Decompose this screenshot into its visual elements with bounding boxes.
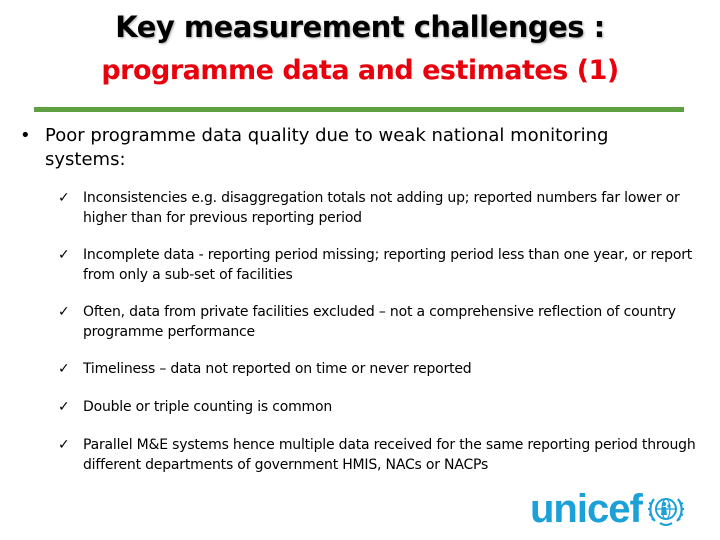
list-item	[58, 397, 708, 417]
checkmark-icon: ✓	[58, 361, 70, 377]
list-item-text: Incomplete data - reporting period missing; reporting period less than one year, or report from only a sub-set of facilities	[83, 247, 693, 283]
sub-bullet-list	[58, 188, 708, 475]
list-item-text: Often, data from private facilities excluded – not a comprehensive reflection of country programme performance	[83, 304, 676, 340]
title-divider	[34, 107, 684, 112]
list-item	[58, 359, 708, 379]
bullet-dot: •	[20, 125, 31, 146]
slide-title	[0, 6, 720, 92]
main-bullet-text: Poor programme data quality due to weak national monitoring systems:	[45, 125, 609, 170]
checkmark-icon: ✓	[58, 304, 70, 320]
unicef-logo	[530, 486, 720, 536]
checkmark-icon: ✓	[58, 190, 70, 206]
list-item-text: Double or triple counting is common	[83, 399, 333, 415]
list-item	[58, 245, 708, 285]
logo-wordmark: unicef	[530, 487, 642, 531]
main-bullet	[20, 124, 690, 172]
list-item-text: Parallel M&E systems hence multiple data received for the same reporting period through different departments of government HMIS, NACs or NACPs	[83, 437, 696, 473]
list-item	[58, 188, 708, 228]
checkmark-icon: ✓	[58, 437, 70, 453]
list-item-text: Inconsistencies e.g. disaggregation totals not adding up; reported numbers far lower or higher than for previous reporting period	[83, 190, 680, 226]
checkmark-icon: ✓	[58, 247, 70, 263]
list-item	[58, 302, 708, 342]
list-item	[58, 435, 708, 475]
title-line-2: programme data and estimates (1)	[101, 55, 619, 86]
title-line-1: Key measurement challenges :	[115, 10, 605, 44]
list-item-text: Timeliness – data not reported on time or never reported	[83, 361, 472, 377]
checkmark-icon: ✓	[58, 399, 70, 415]
unicef-emblem-icon	[646, 489, 686, 529]
